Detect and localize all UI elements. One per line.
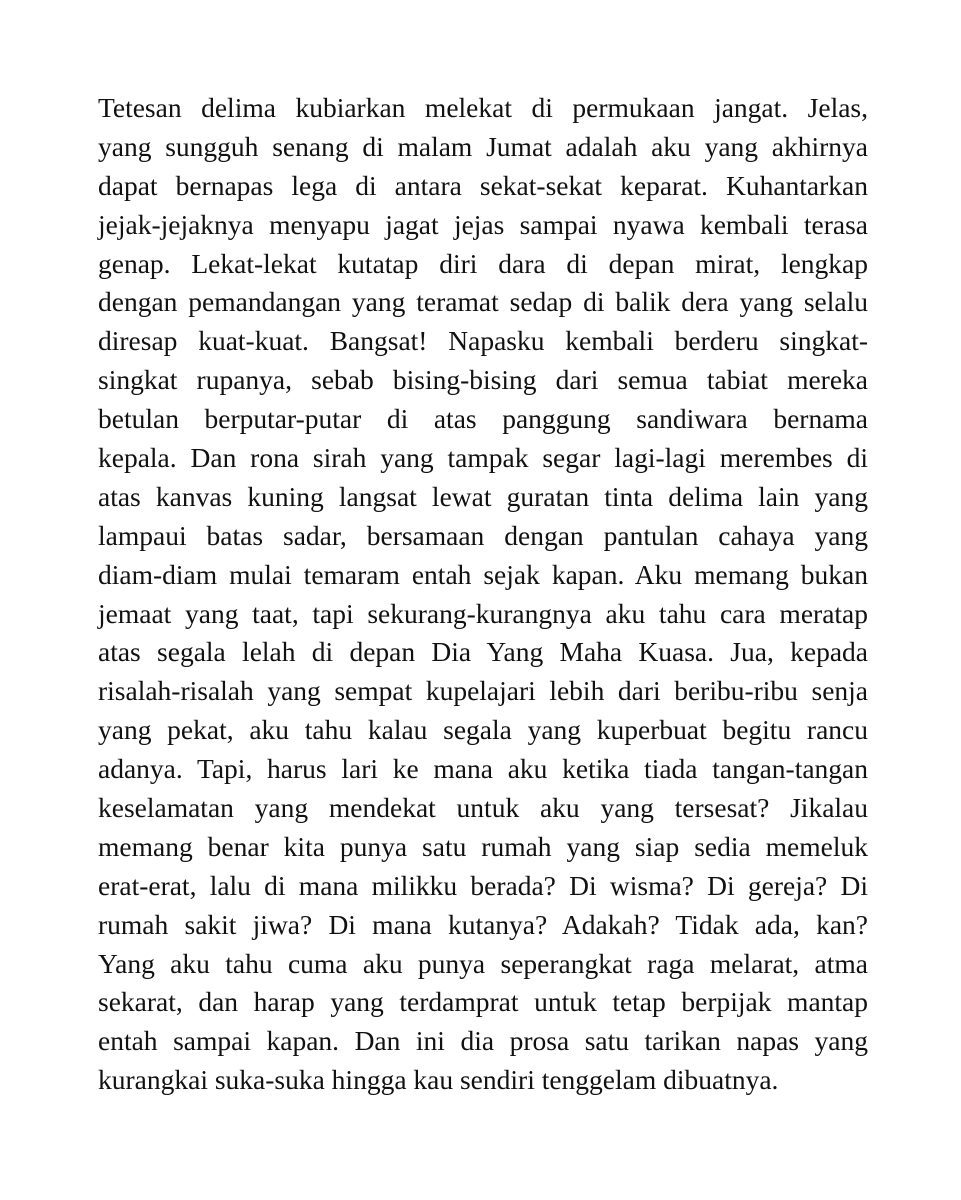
text-line: memang benar kita punya satu rumah yang siap sedia memeluk [98,830,868,862]
text-line: dapat bernapas lega di antara sekat-sekat keparat. Kuhantarkan [98,169,868,201]
text-line-last: kurangkai suka-suka hingga kau sendiri tenggelam dibuatnya. [98,1064,779,1096]
prose-paragraph [98,89,868,1100]
text-line: yang pekat, aku tahu kalau segala yang kuperbuat begitu rancu [98,714,868,746]
text-line: jejak-jejaknya menyapu jagat jejas sampai nyawa kembali terasa [98,208,868,240]
text-line: entah sampai kapan. Dan ini dia prosa satu tarikan napas yang [98,1025,868,1057]
text-line: betulan berputar-putar di atas panggung sandiwara bernama [98,403,868,435]
text-line: risalah-risalah yang sempat kupelajari lebih dari beribu-ribu senja [98,675,868,707]
text-line: yang sungguh senang di malam Jumat adalah aku yang akhirnya [98,130,868,162]
text-line: Yang aku tahu cuma aku punya seperangkat raga melarat, atma [98,947,868,979]
text-line: atas segala lelah di depan Dia Yang Maha Kuasa. Jua, kepada [98,636,868,668]
text-line: singkat rupanya, sebab bising-bising dari semua tabiat mereka [98,364,868,396]
text-line: Tetesan delima kubiarkan melekat di permukaan jangat. Jelas, [98,92,868,123]
text-line: keselamatan yang mendekat untuk aku yang tersesat? Jikalau [98,792,868,824]
text-line: genap. Lekat-lekat kutatap diri dara di depan mirat, lengkap [98,247,868,279]
text-line: diam-diam mulai temaram entah sejak kapan. Aku memang bukan [98,558,868,590]
text-line: erat-erat, lalu di mana milikku berada? Di wisma? Di gereja? Di [98,869,868,901]
text-line: dengan pemandangan yang teramat sedap di balik dera yang selalu [98,286,868,318]
text-line: diresap kuat-kuat. Bangsat! Napasku kembali berderu singkat- [98,325,868,357]
text-line: rumah sakit jiwa? Di mana kutanya? Adakah? Tidak ada, kan? [98,908,868,940]
text-line: lampaui batas sadar, bersamaan dengan pantulan cahaya yang [98,519,868,551]
text-line: sekarat, dan harap yang terdamprat untuk tetap berpijak mantap [98,986,868,1018]
text-line: kepala. Dan rona sirah yang tampak segar lagi-lagi merembes di [98,442,868,474]
text-line: jemaat yang taat, tapi sekurang-kurangnya aku tahu cara meratap [98,597,868,629]
text-line: adanya. Tapi, harus lari ke mana aku ketika tiada tangan-tangan [98,753,868,785]
text-line: atas kanvas kuning langsat lewat guratan tinta delima lain yang [98,480,868,512]
